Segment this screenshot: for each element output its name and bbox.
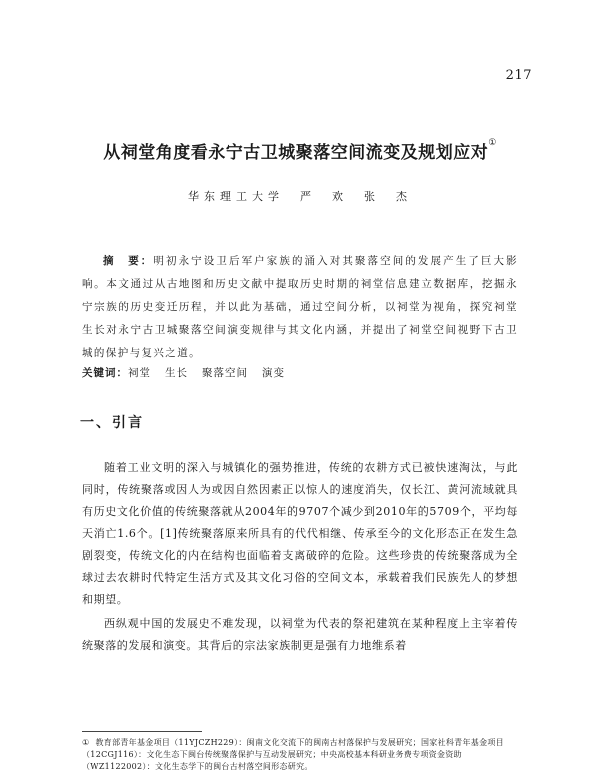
paper-title — [0, 138, 600, 163]
footnote-text: 教育部青年基金项目（11YJCZH229）：闽南文化交流下的闽南古村落保护与发展研究；国家社科青年基金项目（12CGJ116）：文化生态下闽台传统聚落保护与互动发展研究；中央高校基本科研业务费专项资金资助（WZ1122002）：文化生态学下的闽台古村落空间形态研究。 — [82, 738, 504, 771]
abstract-label: 摘 要： — [103, 255, 154, 267]
footnote-mark: ① — [82, 738, 90, 747]
keyword: 聚落空间 — [202, 367, 248, 379]
footnote-divider — [82, 731, 202, 732]
title-footnote-mark: ① — [488, 138, 497, 148]
keywords — [82, 365, 518, 380]
footnote — [82, 737, 518, 773]
body-paragraph: 西纵观中国的发展史不难发现，以祠堂为代表的祭祀建筑在某种程度上主宰着传统聚落的发展和演变。其背后的宗法家族制更是强有力地维系着 — [82, 617, 518, 652]
authors: 华东理工大学 严 欢 张 杰 — [188, 190, 412, 203]
body-paragraph: 随着工业文明的深入与城镇化的强势推进，传统的农耕方式已被快速淘汰，与此同时，传统聚落或因人为或因自然因素正以惊人的速度消失，仅长江、黄河流域就具有历史文化价值的传统聚落就从2004年的9707个减少到2010年的5709个，平均每天消亡1.6个。[1]传统聚落原来所具有的代代相继、传承至今的文化形态正在发生急剧裂变，传统文化的内在结构也面临着支离破碎的危险。这些珍贵的传统聚落成为全球过去农耕时代特定生活方式及其文化习俗的空间文本，承载着我们民族先人的梦想和期望。 — [82, 461, 518, 606]
keyword: 生长 — [165, 367, 188, 379]
page-number: 217 — [505, 68, 532, 83]
abstract — [82, 250, 518, 365]
section-heading: 一、引言 — [80, 415, 144, 431]
keyword: 演变 — [262, 367, 285, 379]
abstract-text: 明初永宁设卫后军户家族的涌入对其聚落空间的发展产生了巨大影响。本文通过从古地图和历史文献中提取历史时期的祠堂信息建立数据库，挖掘永宁宗族的历史变迁历程，并以此为基础，通过空间分析，以祠堂为视角，探究祠堂生长对永宁古卫城聚落空间演变规律与其文化内涵，并提出了祠堂空间视野下古卫城的保护与复兴之道。 — [82, 255, 518, 359]
keywords-label: 关键词： — [82, 367, 128, 379]
keyword: 祠堂 — [128, 367, 151, 379]
title-text: 从祠堂角度看永宁古卫城聚落空间流变及规划应对 — [103, 143, 489, 163]
